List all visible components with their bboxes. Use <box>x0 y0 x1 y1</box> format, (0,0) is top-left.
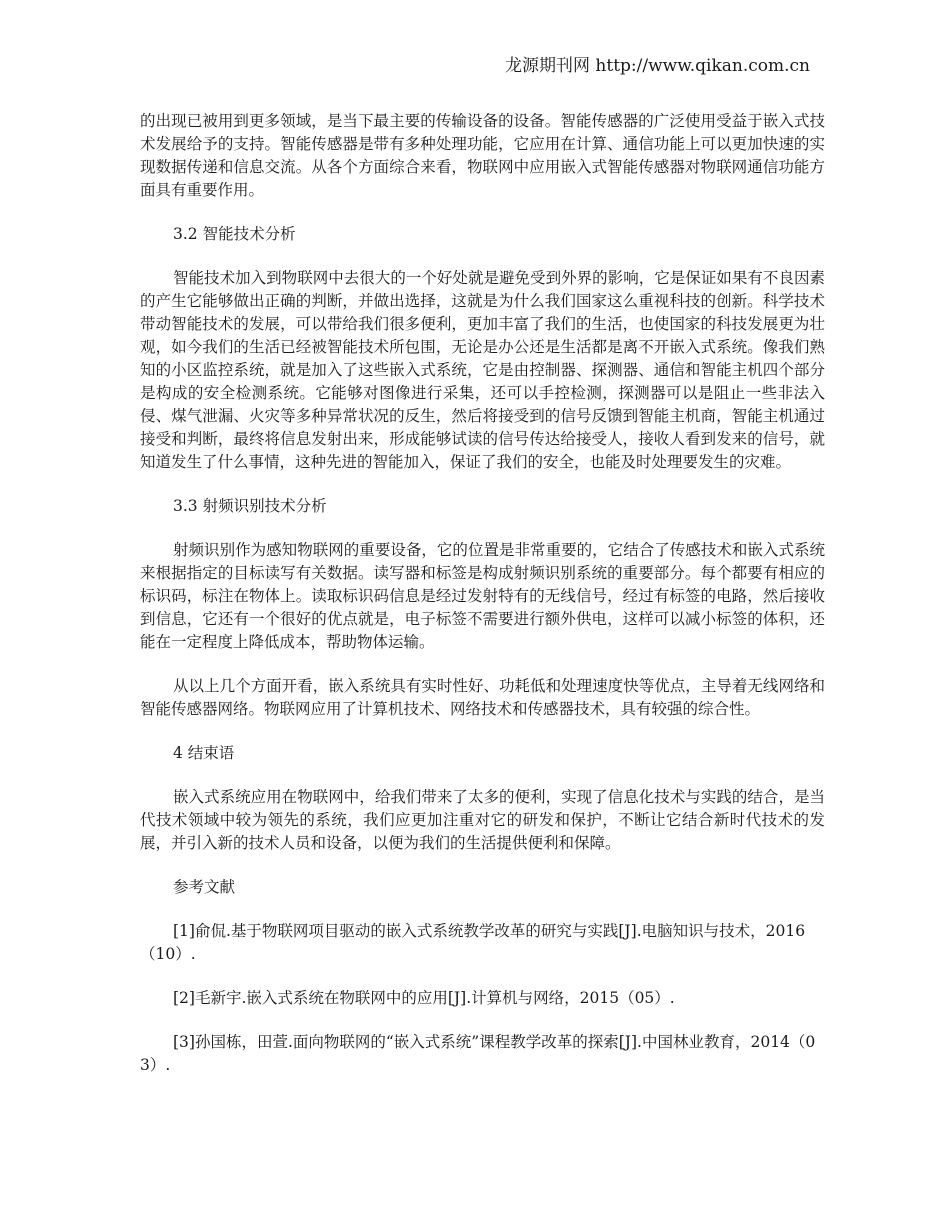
paragraph-conclusion: 嵌入式系统应用在物联网中，给我们带来了太多的便利，实现了信息化技术与实践的结合，是当代技术领域中较为领先的系统，我们应更加注重对它的研发和保护，不断让它结合新时代技术的发展，并引入新的技术人员和设备，以便为我们的生活提供便利和保障。 <box>140 788 825 852</box>
page-header: 龙源期刊网 http://www.qikan.com.cn <box>505 56 810 76</box>
section-heading-4: 4 结束语 <box>173 744 235 762</box>
section-heading-3-2: 3.2 智能技术分析 <box>173 225 296 243</box>
paragraph-summary: 从以上几个方面开看，嵌入系统具有实时性好、功耗低和处理速度快等优点，主导着无线网络和智能传感器网络。物联网应用了计算机技术、网络技术和传感器技术，具有较强的综合性。 <box>140 677 825 718</box>
paragraph-intelligent-tech: 智能技术加入到物联网中去很大的一个好处就是避免受到外界的影响，它是保证如果有不良因素的产生它能够做出正确的判断，并做出选择，这就是为什么我们国家这么重视科技的创新。科学技术带动智能技术的发展，可以带给我们很多便利，更加丰富了我们的生活，也使国家的科技发展更为壮观，如今我们的生活已经被智能技术所包围，无论是办公还是生活都是离不开嵌入式系统。像我们熟知的小区监控系统，就是加入了这些嵌入式系统，它是由控制器、探测器、通信和智能主机四个部分是构成的安全检测系统。它能够对图像进行采集，还可以手控检测，探测器可以是阻止一些非法入侵、煤气泄漏、火灾等多种异常状况的反生，然后将接受到的信号反馈到智能主机商，智能主机通过接受和判断，最终将信息发射出来，形成能够试读的信号传达给接受人，接收人看到发来的信号，就知道发生了什么事情，这种先进的智能加入，保证了我们的安全，也能及时处理要发生的灾难。 <box>140 269 825 471</box>
reference-item: [1]俞侃.基于物联网项目驱动的嵌入式系统教学改革的研究与实践[J].电脑知识与技术，2016（10）. <box>140 922 806 963</box>
references-heading: 参考文献 <box>173 878 236 896</box>
article-body <box>140 110 825 1098</box>
paragraph-sensors-continued: 的出现已被用到更多领域，是当下最主要的传输设备的设备。智能传感器的广泛使用受益于嵌入式技术发展给予的支持。智能传感器是带有多种处理功能，它应用在计算、通信功能上可以更加快速的实现数据传递和信息交流。从各个方面综合来看，物联网中应用嵌入式智能传感器对物联网通信功能方面具有重要作用。 <box>140 112 825 199</box>
paragraph-rfid: 射频识别作为感知物联网的重要设备，它的位置是非常重要的，它结合了传感技术和嵌入式系统来根据指定的目标读写有关数据。读写器和标签是构成射频识别系统的重要部分。每个都要有相应的标识码，标注在物体上。读取标识码信息是经过发射特有的无线信号，经过有标签的电路，然后接收到信息，它还有一个很好的优点就是，电子标签不需要进行额外供电，这样可以减小标签的体积，还能在一定程度上降低成本，帮助物体运输。 <box>140 541 825 651</box>
reference-item: [3]孙国栋，田萱.面向物联网的“嵌入式系统”课程教学改革的探索[J].中国林业教育，2014（03）. <box>140 1033 816 1074</box>
reference-item: [2]毛新宇.嵌入式系统在物联网中的应用[J].计算机与网络，2015（05）. <box>173 989 675 1007</box>
section-heading-3-3: 3.3 射频识别技术分析 <box>173 497 327 515</box>
